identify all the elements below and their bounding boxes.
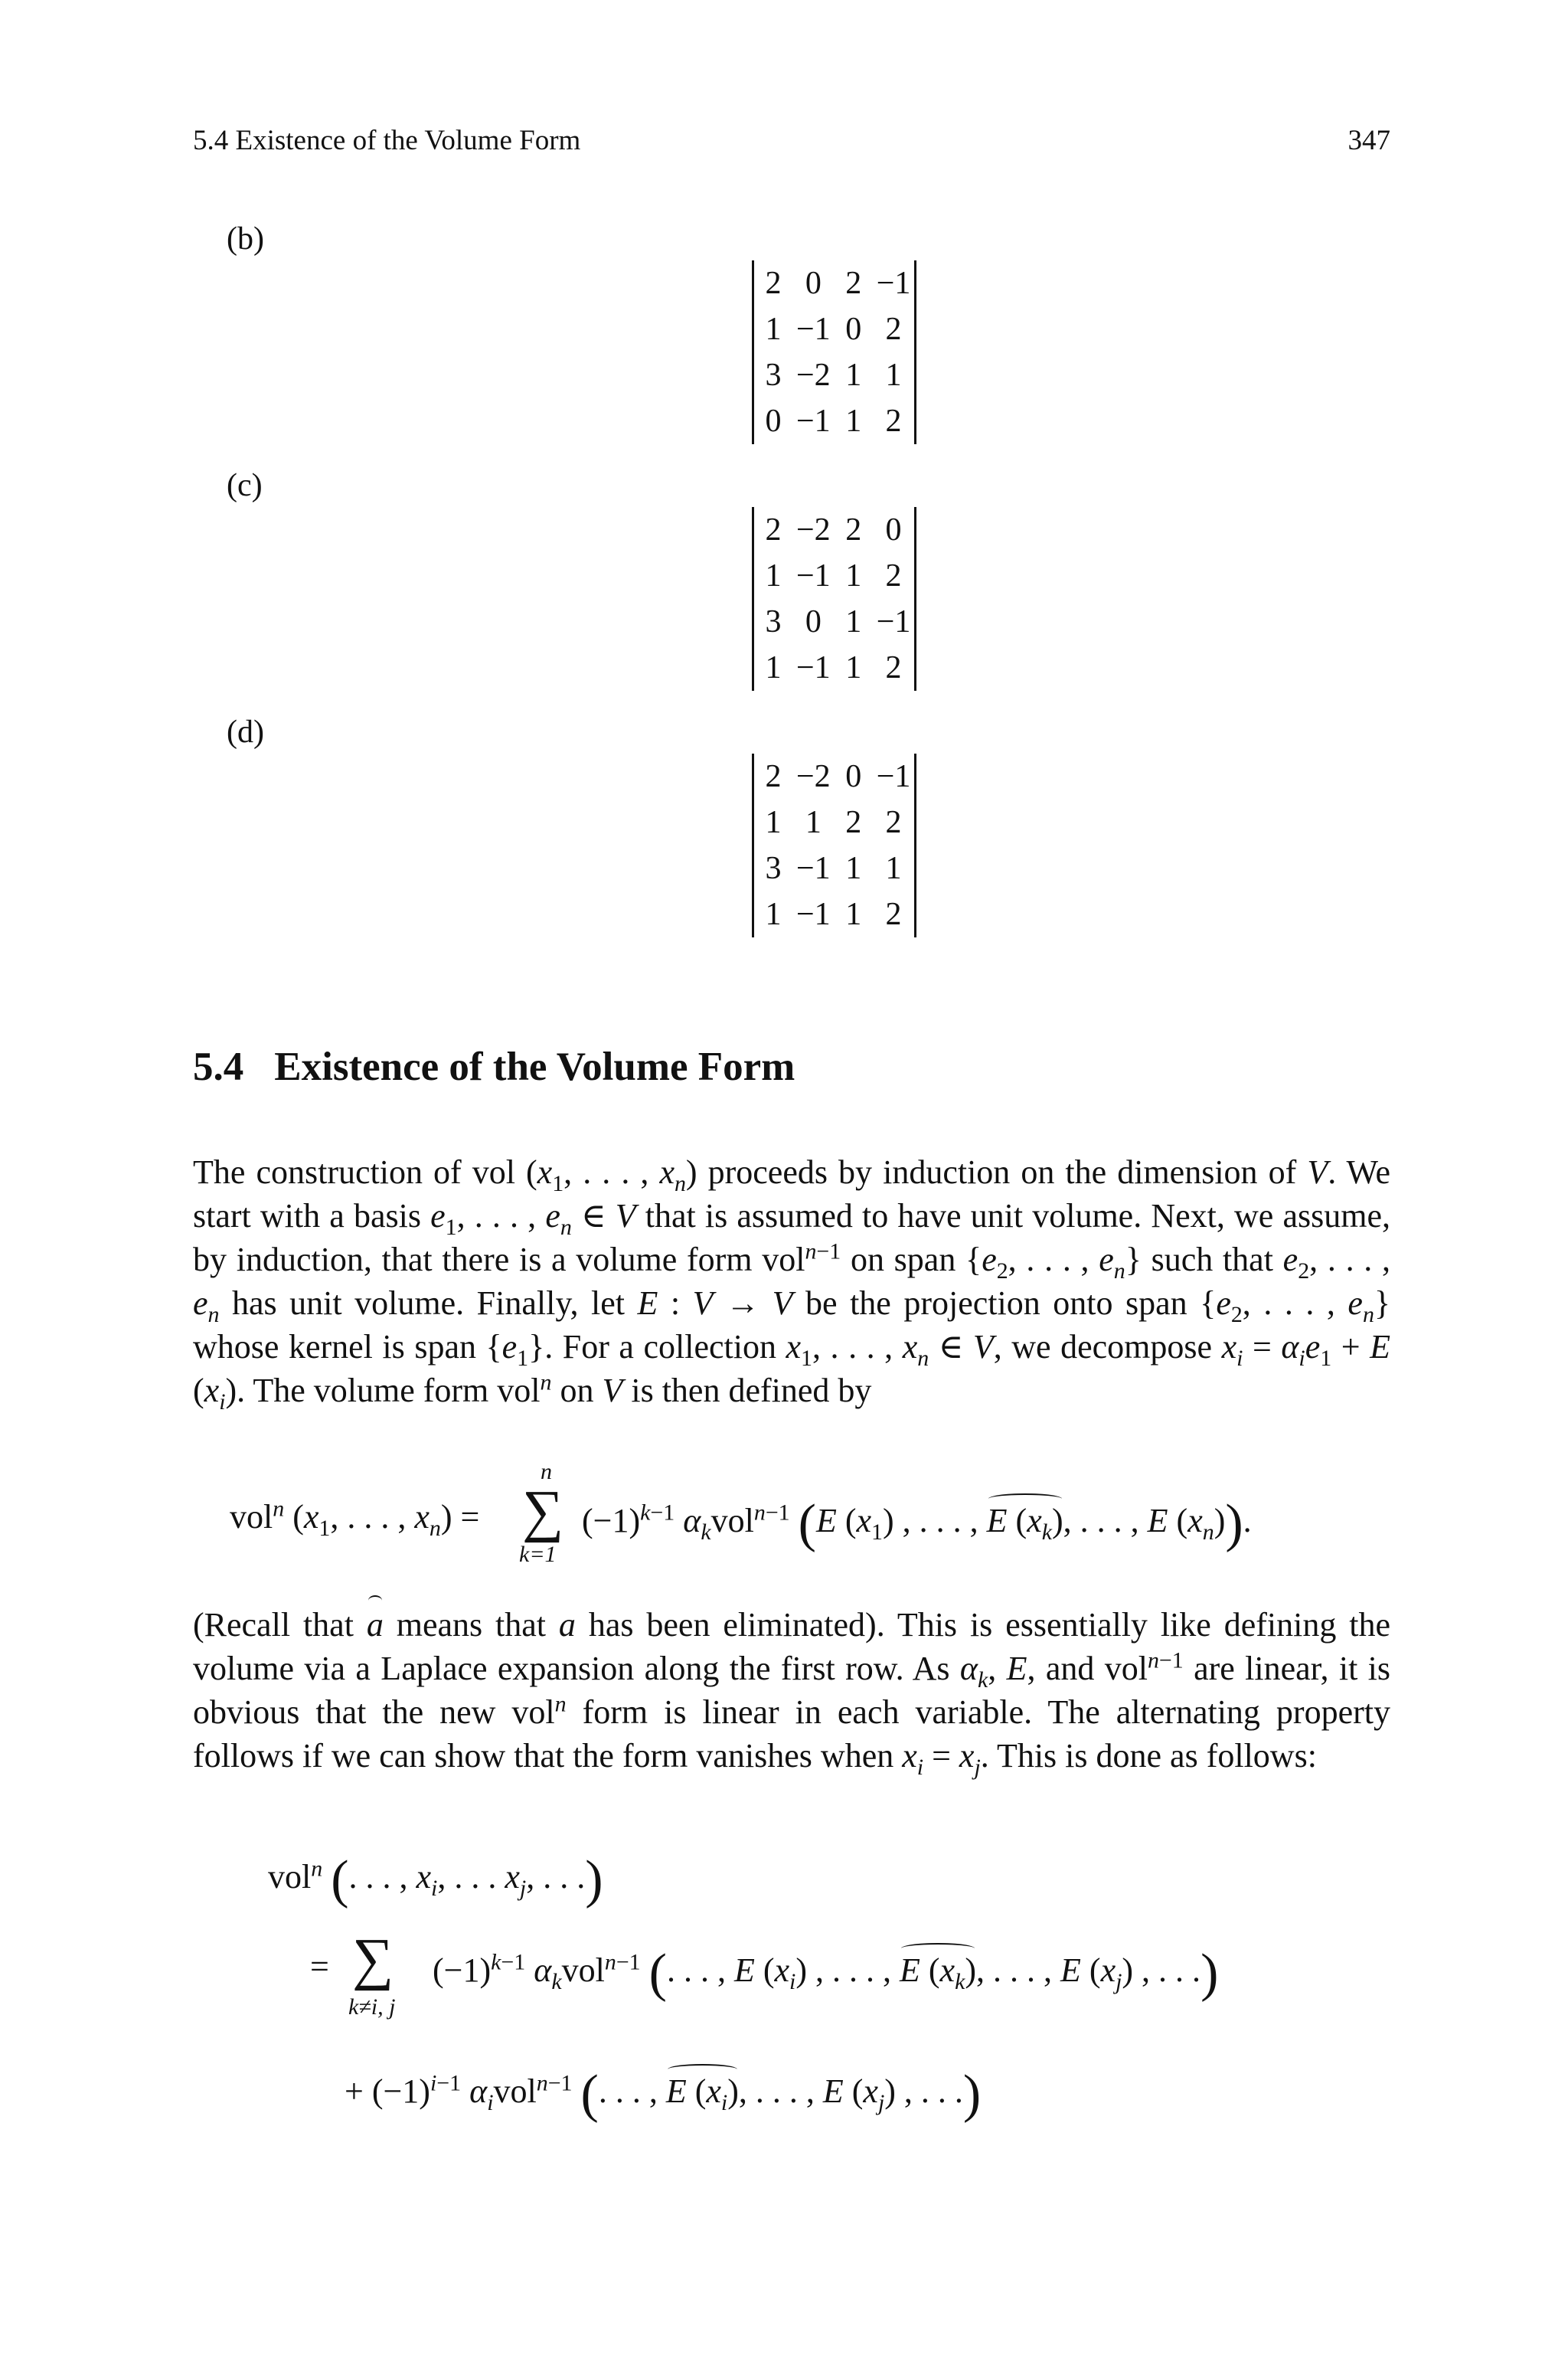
cell: −1	[796, 558, 831, 594]
cell: 2	[885, 404, 902, 439]
cell: 2	[885, 805, 902, 840]
cell: 2	[765, 512, 782, 548]
exercise-label-c: (c)	[227, 468, 263, 503]
cell: 0	[845, 312, 862, 347]
cell: 1	[845, 851, 862, 886]
determinant-b	[752, 260, 916, 444]
cell: 1	[765, 650, 782, 685]
cell: −2	[796, 759, 831, 794]
alternating-line-1: vol$^n$ (. . . , $x_i$, . . . $x_j$, . . .)	[268, 1850, 603, 1909]
cell: 1	[765, 805, 782, 840]
cell: 0	[805, 604, 822, 639]
cell: 1	[845, 358, 862, 393]
paragraph-recall: (Recall that a means that a has been eliminated). This is essentially like defining the volume via a Laplace expansion along the first row. As $\alpha_k$, E, and vol$^{n-1}$ are linear, it is obvious that the new vol$^n$ form is linear in each variable. The alternating property follows if we can show that the form vanishes when $x_i = x_j$. This is done as follows:	[193, 1603, 1390, 1778]
alternating-line-2: = ∑ k≠i, j $(-1)^{k-1}$ $\alpha_kvol^{n-1}$ (. . . , E $(x_i)$ , . . . , E $(x_k)$, . . . , E $(x_j)$ , . . .)	[310, 1927, 1219, 2020]
cell: 2	[765, 759, 782, 794]
volume-form-definition: vol$^n$ ($x_1$, . . . , $x_n$) = n ∑ k=1 $(-1)^{k-1}$ $\alpha_kvol^{n-1}$ (E $(x_1)$ , . . . , E $(x_k)$, . . . , E $(x_n)$).	[230, 1459, 1252, 1567]
cell: 1	[885, 358, 902, 393]
cell: 1	[845, 404, 862, 439]
cell: 2	[845, 266, 862, 301]
cell: 2	[765, 266, 782, 301]
cell: 1	[845, 604, 862, 639]
cell: −1	[796, 897, 831, 932]
cell: 0	[805, 266, 822, 301]
cell: 1	[845, 897, 862, 932]
section-number: 5.4	[193, 1045, 244, 1089]
cell: 1	[845, 558, 862, 594]
section-heading	[193, 1044, 795, 1090]
determinant-d	[752, 754, 916, 937]
running-header-section: 5.4 Existence of the Volume Form	[193, 125, 581, 156]
exercise-label-b: (b)	[227, 221, 264, 257]
cell: 1	[765, 558, 782, 594]
cell: 3	[765, 851, 782, 886]
cell: 1	[845, 650, 862, 685]
cell: 1	[765, 897, 782, 932]
cell: 2	[845, 805, 862, 840]
cell: −1	[796, 404, 831, 439]
cell: 0	[885, 512, 902, 548]
cell: −1	[796, 851, 831, 886]
cell: 2	[845, 512, 862, 548]
cell: 0	[765, 404, 782, 439]
exercise-label-d: (d)	[227, 715, 264, 750]
page-number: 347	[1348, 125, 1390, 156]
paragraph-construction: The construction of vol ($x_1$, . . . , $x_n$) proceeds by induction on the dimension of V. We start with a basis $e_1$, . . . , $e_n$ ∈ V that is assumed to have unit volume. Next, we assume, by induction, that there is a volume form vol$^{n-1}$ on span {$e_2$, . . . , $e_n$} such that $e_2$, . . . , $e_n$ has unit volume. Finally, let E : V → V be the projection onto span {$e_2$, . . . , $e_n$} whose kernel is span $\{e_1\}$. For a collection $x_1$, . . . , $x_n$ ∈ V, we decompose $x_i = \alpha_ie_1 + E$ $(x_i)$. The volume form vol$^n$ on V is then defined by	[193, 1153, 1391, 1415]
cell: 3	[765, 604, 782, 639]
alternating-line-3: + $(-1)^{i-1}$ $\alpha_ivol^{n-1}$ (. . . , E $(x_i)$, . . . , E $(x_j)$ , . . .)	[345, 2065, 982, 2124]
cell: 2	[885, 897, 902, 932]
cell: −1	[796, 312, 831, 347]
cell: −1	[876, 759, 911, 794]
cell: 2	[885, 650, 902, 685]
cell: 2	[885, 312, 902, 347]
cell: −1	[796, 650, 831, 685]
cell: 1	[885, 851, 902, 886]
cell: 2	[885, 558, 902, 594]
determinant-c	[752, 507, 916, 691]
section-title: Existence of the Volume Form	[274, 1045, 795, 1089]
cell: 1	[805, 805, 822, 840]
cell: 0	[845, 759, 862, 794]
cell: 1	[765, 312, 782, 347]
cell: −2	[796, 358, 831, 393]
cell: −1	[876, 604, 911, 639]
cell: −1	[876, 266, 911, 301]
cell: −2	[796, 512, 831, 548]
cell: 3	[765, 358, 782, 393]
